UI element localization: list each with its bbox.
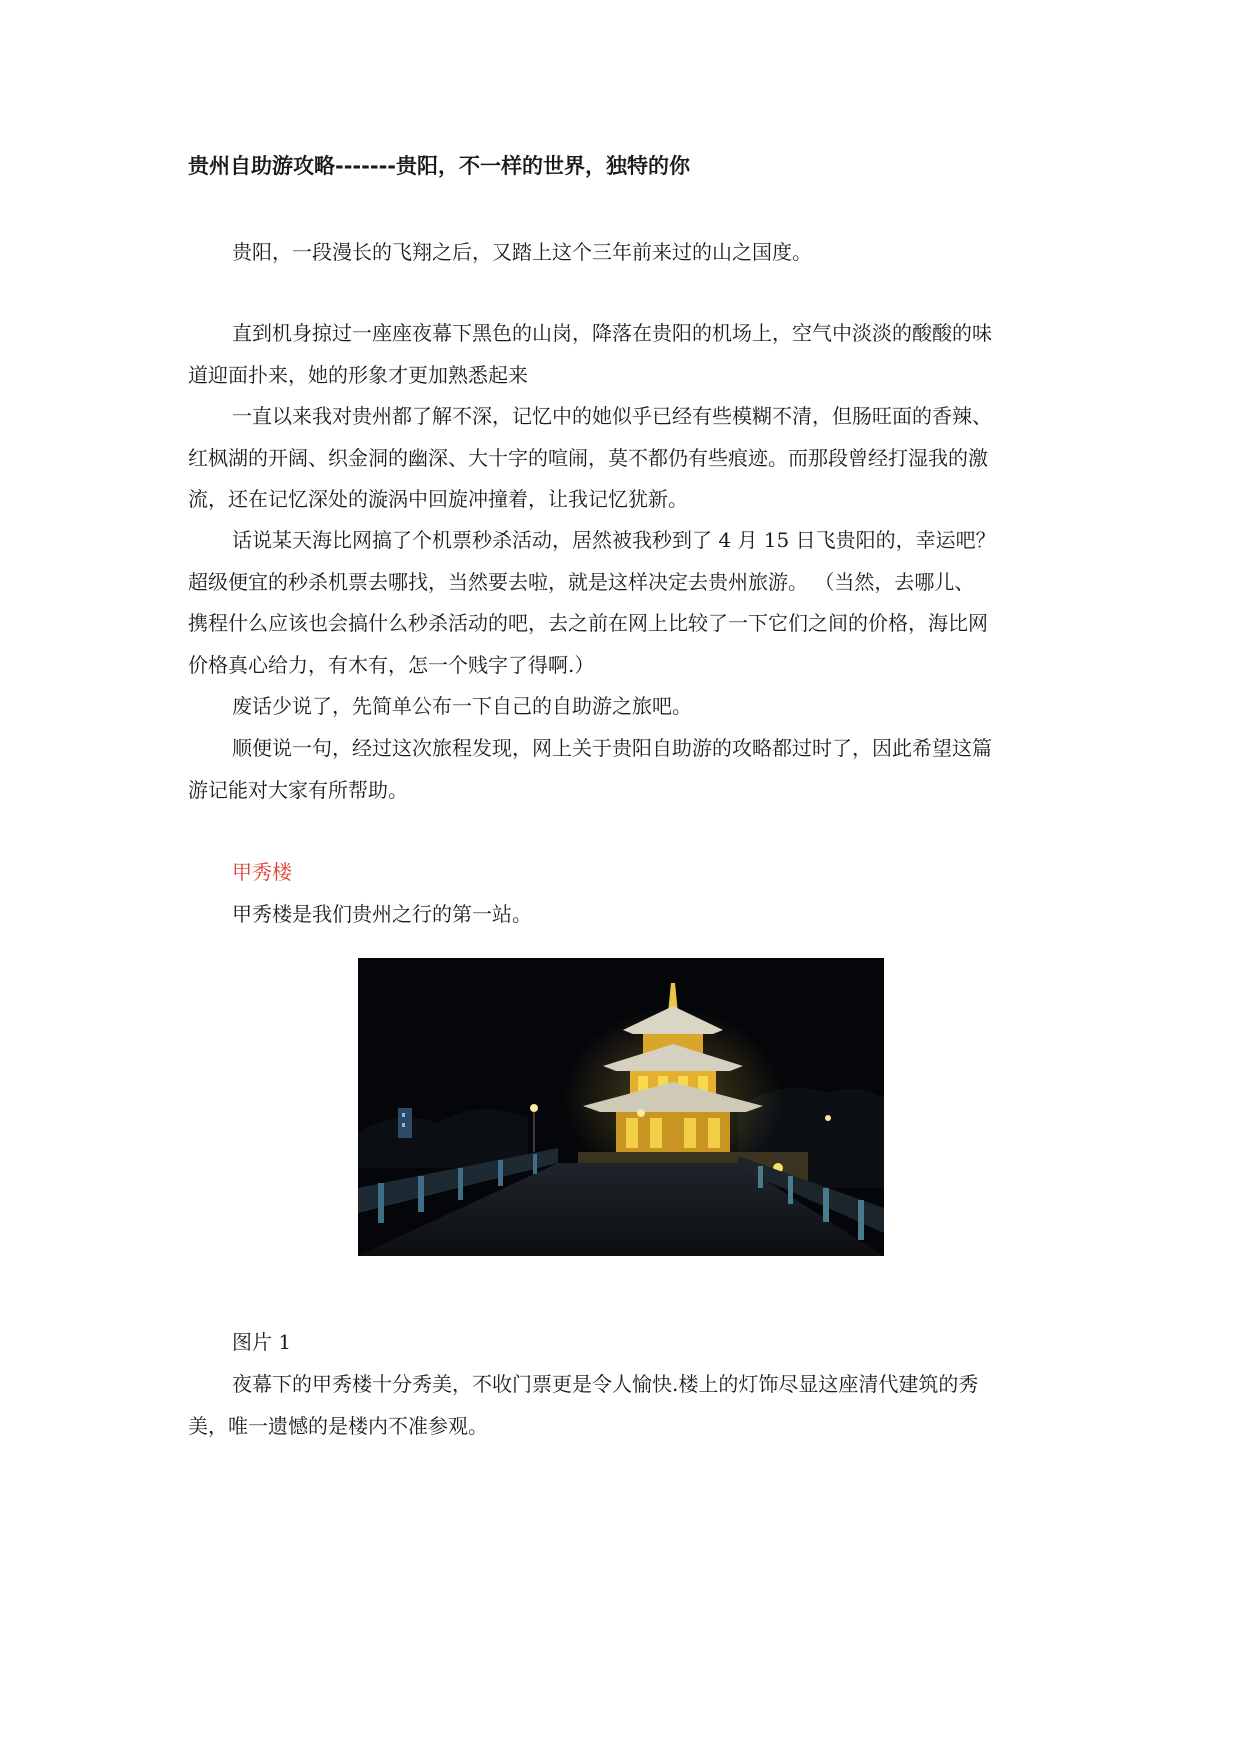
paragraph-line: 直到机身掠过一座座夜幕下黑色的山岗，降落在贵阳的机场上，空气中淡淡的酸酸的味 bbox=[232, 321, 992, 345]
paragraph-line: 价格真心给力，有木有，怎一个贱字了得啊.） bbox=[188, 652, 595, 677]
paragraph-6 bbox=[188, 728, 1056, 811]
paragraph-line: 携程什么应该也会搞什么秒杀活动的吧，去之前在网上比较了一下它们之间的价格，海比网 bbox=[188, 611, 988, 635]
photo-illustration bbox=[358, 958, 884, 1256]
paragraph-line: 话说某天海比网搞了个机票秒杀活动，居然被我秒到了 4 月 15 日飞贵阳的，幸运吧？ bbox=[232, 528, 996, 552]
paragraph-line: 甲秀楼是我们贵州之行的第一站。 bbox=[232, 902, 532, 926]
paragraph-2 bbox=[188, 313, 1056, 396]
caption-text: 图片 1 bbox=[232, 1330, 292, 1354]
paragraph-line: 贵阳，一段漫长的飞翔之后，又踏上这个三年前来过的山之国度。 bbox=[232, 240, 812, 264]
section-heading bbox=[188, 852, 1056, 894]
paragraph-line: 道迎面扑来，她的形象才更加熟悉起来 bbox=[188, 362, 528, 387]
paragraph-5 bbox=[188, 686, 1056, 728]
paragraph-4 bbox=[188, 520, 1056, 686]
paragraph-line: 一直以来我对贵州都了解不深，记忆中的她似乎已经有些模糊不清，但肠旺面的香辣、 bbox=[232, 404, 992, 428]
paragraph-line: 游记能对大家有所帮助。 bbox=[188, 777, 408, 802]
paragraph-line: 超级便宜的秒杀机票去哪找，当然要去啦，就是这样决定去贵州旅游。 （当然，去哪儿、 bbox=[188, 569, 975, 594]
document-title: 贵州自助游攻略-------贵阳，不一样的世界，独特的你 bbox=[188, 154, 691, 178]
paragraph-line: 红枫湖的开阔、织金洞的幽深、大十字的喧闹，莫不都仍有些痕迹。而那段曾经打湿我的激 bbox=[188, 445, 988, 470]
paragraph-7 bbox=[188, 1364, 1056, 1447]
paragraph-1 bbox=[188, 232, 1056, 274]
paragraph-3 bbox=[188, 396, 1056, 521]
paragraph-line: 废话少说了，先简单公布一下自己的自助游之旅吧。 bbox=[232, 694, 692, 718]
paragraph-line: 夜幕下的甲秀楼十分秀美，不收门票更是令人愉快.楼上的灯饰尽显这座清代建筑的秀 bbox=[232, 1372, 979, 1396]
paragraph-line: 顺便说一句，经过这次旅程发现，网上关于贵阳自助游的攻略都过时了，因此希望这篇 bbox=[232, 736, 992, 760]
section-intro bbox=[188, 894, 1056, 936]
paragraph-line: 流，还在记忆深处的漩涡中回旋冲撞着，让我记忆犹新。 bbox=[188, 487, 688, 511]
jiaxiu-tower-night-photo bbox=[358, 958, 884, 1256]
photo-caption bbox=[188, 1322, 1056, 1364]
section-heading-text: 甲秀楼 bbox=[232, 860, 292, 884]
paragraph-line: 美，唯一遗憾的是楼内不准参观。 bbox=[188, 1413, 488, 1438]
